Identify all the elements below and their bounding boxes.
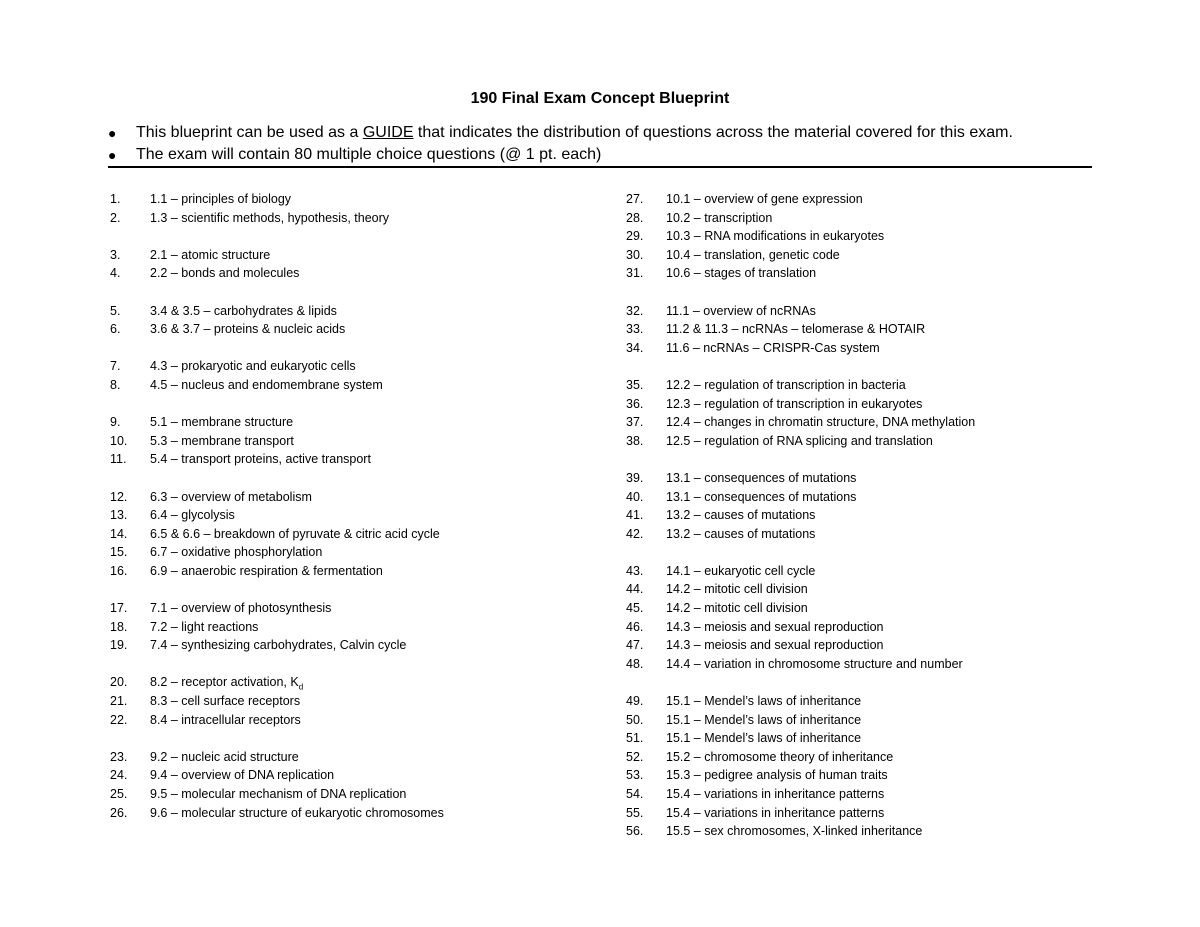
question-topic: [666, 822, 922, 841]
question-topic-text: 14.1 – eukaryotic cell cycle: [666, 563, 816, 578]
question-topic: [150, 302, 337, 321]
question-item: [110, 246, 590, 265]
question-item: [110, 785, 590, 804]
question-item: [626, 432, 1106, 451]
question-item: [626, 804, 1106, 823]
bullet-icon: ●: [108, 125, 117, 141]
question-item: [110, 264, 590, 283]
question-topic: [150, 432, 294, 451]
question-topic: [666, 302, 816, 321]
question-number: 16.: [110, 563, 128, 578]
question-topic-text: 4.3 – prokaryotic and eukaryotic cells: [150, 359, 356, 374]
group-spacer: [626, 673, 1106, 692]
question-topic-text: 1.3 – scientific methods, hypothesis, theory: [150, 210, 390, 225]
question-number: 32.: [626, 303, 644, 318]
question-number: 5.: [110, 303, 121, 318]
question-number: 28.: [626, 210, 644, 225]
question-item: [626, 785, 1106, 804]
question-topic-text: 6.7 – oxidative phosphorylation: [150, 545, 323, 560]
bullet-text: [136, 122, 1013, 144]
question-topic-text: 6.9 – anaerobic respiration & fermentation: [150, 563, 383, 578]
question-number: 48.: [626, 656, 644, 671]
question-item: [110, 599, 590, 618]
question-item: [626, 599, 1106, 618]
question-topic: [666, 320, 925, 339]
question-topic-text: 7.4 – synthesizing carbohydrates, Calvin cycle: [150, 638, 407, 653]
question-item: [110, 618, 590, 637]
bullet-text-before: This blueprint can be used as a: [136, 124, 363, 141]
question-item: [110, 190, 590, 209]
header-divider: [108, 166, 1092, 168]
question-topic-text: 9.6 – molecular structure of eukaryotic chromosomes: [150, 805, 444, 820]
question-topic: [666, 785, 884, 804]
question-topic-text: 15.1 – Mendel’s laws of inheritance: [666, 731, 862, 746]
question-topic: [150, 450, 371, 469]
question-topic: [150, 209, 389, 228]
question-topic: [666, 432, 933, 451]
question-topic: [150, 618, 258, 637]
question-item: [110, 711, 590, 730]
guide-emphasis: GUIDE: [362, 124, 414, 141]
question-topic: [150, 320, 345, 339]
question-topic-text: 14.2 – mitotic cell division: [666, 601, 808, 616]
question-topic: [666, 209, 772, 228]
question-topic-text: 10.3 – RNA modifications in eukaryotes: [666, 229, 885, 244]
question-number: 39.: [626, 470, 644, 485]
question-item: [626, 822, 1106, 841]
bullet-icon: ●: [108, 147, 117, 163]
question-topic-text: 14.3 – meiosis and sexual reproduction: [666, 638, 884, 653]
question-number: 7.: [110, 359, 121, 374]
question-topic: [666, 711, 861, 730]
group-spacer: [110, 339, 590, 358]
question-item: [626, 748, 1106, 767]
question-number: 19.: [110, 638, 128, 653]
question-number: 29.: [626, 229, 644, 244]
question-topic-text: 15.5 – sex chromosomes, X-linked inheritance: [666, 824, 923, 839]
question-topic-text: 5.4 – transport proteins, active transport: [150, 452, 371, 467]
question-topic: [666, 525, 815, 544]
question-number: 1.: [110, 192, 121, 206]
question-topic: [150, 692, 300, 711]
question-topic-text: 12.2 – regulation of transcription in bacteria: [666, 377, 906, 392]
question-topic: [666, 469, 856, 488]
question-number: 8.: [110, 377, 121, 392]
question-topic: [666, 506, 815, 525]
question-number: 31.: [626, 266, 644, 281]
question-number: 21.: [110, 694, 128, 709]
question-topic: [666, 748, 893, 767]
question-topic-text: 11.6 – ncRNAs – CRISPR-Cas system: [666, 340, 880, 355]
question-topic-subscript: d: [298, 682, 304, 692]
question-number: 13.: [110, 508, 128, 523]
question-item: [626, 506, 1106, 525]
group-spacer: [110, 655, 590, 674]
question-item: [110, 413, 590, 432]
bullet-question-count: [108, 144, 1092, 166]
question-topic-text: 12.3 – regulation of transcription in eukaryotes: [666, 396, 923, 411]
group-spacer: [110, 469, 590, 488]
question-topic: [150, 804, 444, 823]
group-spacer: [626, 543, 1106, 562]
question-number: 52.: [626, 749, 644, 764]
question-topic: [150, 562, 383, 581]
question-item: [626, 469, 1106, 488]
group-spacer: [110, 227, 590, 246]
question-topic-text: 10.6 – stages of translation: [666, 266, 817, 281]
question-topic: [150, 246, 270, 265]
question-topic-text: 15.3 – pedigree analysis of human traits: [666, 768, 888, 783]
question-item: [626, 395, 1106, 414]
question-topic: [150, 488, 312, 507]
question-item: [626, 729, 1106, 748]
question-number: 15.: [110, 545, 128, 560]
question-number: 46.: [626, 619, 644, 634]
question-topic-text: 13.2 – causes of mutations: [666, 526, 816, 541]
question-topic: [150, 506, 235, 525]
question-topic-text: 8.4 – intracellular receptors: [150, 712, 301, 727]
question-topic-text: 7.2 – light reactions: [150, 619, 259, 634]
question-item: [626, 580, 1106, 599]
question-topic: [150, 543, 322, 562]
question-topic-text: 10.4 – translation, genetic code: [666, 247, 840, 262]
question-item: [626, 692, 1106, 711]
question-number: 18.: [110, 619, 128, 634]
question-number: 49.: [626, 694, 644, 709]
question-number: 47.: [626, 638, 644, 653]
question-item: [110, 506, 590, 525]
question-topic: [666, 395, 922, 414]
group-spacer: [110, 580, 590, 599]
question-item: [626, 655, 1106, 674]
question-topic-text: 3.4 & 3.5 – carbohydrates & lipids: [150, 303, 337, 318]
question-item: [110, 562, 590, 581]
question-topic-text: 12.4 – changes in chromatin structure, DNA methylation: [666, 415, 976, 430]
group-spacer: [110, 395, 590, 414]
question-topic-text: 6.5 & 6.6 – breakdown of pyruvate & citric acid cycle: [150, 526, 440, 541]
question-item: [110, 525, 590, 544]
question-number: 53.: [626, 768, 644, 783]
question-topic-text: 11.2 & 11.3 – ncRNAs – telomerase & HOTAIR: [666, 322, 926, 337]
question-item: [626, 209, 1106, 228]
question-number: 34.: [626, 340, 644, 355]
question-topic-text: 8.3 – cell surface receptors: [150, 694, 301, 709]
question-topic-text: 15.4 – variations in inheritance patterns: [666, 805, 885, 820]
question-topic: [666, 264, 816, 283]
question-number: 38.: [626, 433, 644, 448]
question-topic: [150, 376, 383, 395]
right-column: [626, 190, 1106, 841]
question-number: 54.: [626, 787, 644, 801]
question-number: 11.: [110, 452, 127, 467]
question-topic: [666, 190, 863, 209]
bullet-text: The exam will contain 80 multiple choice questions (@ 1 pt. each): [136, 146, 602, 163]
question-item: [110, 804, 590, 823]
question-item: [110, 692, 590, 711]
group-spacer: [626, 450, 1106, 469]
group-spacer: [626, 283, 1106, 302]
question-topic-text: 14.2 – mitotic cell division: [666, 582, 808, 597]
question-item: [626, 618, 1106, 637]
question-number: 2.: [110, 210, 121, 225]
question-topic: [150, 636, 406, 655]
question-item: [626, 264, 1106, 283]
question-number: 33.: [626, 322, 644, 337]
question-topic-text: 5.3 – membrane transport: [150, 433, 294, 448]
question-item: [626, 711, 1106, 730]
question-number: 23.: [110, 749, 128, 764]
question-topic-text: 5.1 – membrane structure: [150, 415, 294, 430]
question-topic-text: 15.1 – Mendel’s laws of inheritance: [666, 712, 862, 727]
question-number: 42.: [626, 526, 644, 541]
question-item: [110, 209, 590, 228]
question-topic: [666, 413, 975, 432]
question-item: [626, 302, 1106, 321]
question-topic-text: 2.1 – atomic structure: [150, 247, 271, 262]
intro-bullets: [108, 122, 1092, 166]
question-topic-text: 4.5 – nucleus and endomembrane system: [150, 377, 383, 392]
question-number: 9.: [110, 415, 121, 430]
question-topic: [150, 357, 356, 376]
question-topic-text: 10.2 – transcription: [666, 210, 773, 225]
question-topic-text: 9.2 – nucleic acid structure: [150, 749, 299, 764]
question-topic-text: 12.5 – regulation of RNA splicing and translation: [666, 433, 933, 448]
question-item: [626, 766, 1106, 785]
question-item: [626, 190, 1106, 209]
question-topic-text: 13.1 – consequences of mutations: [666, 470, 857, 485]
question-topic: [150, 190, 291, 209]
question-number: 44.: [626, 582, 644, 597]
question-number: 45.: [626, 601, 644, 616]
question-number: 50.: [626, 712, 644, 727]
question-item: [626, 525, 1106, 544]
question-topic: [150, 264, 299, 283]
question-number: 14.: [110, 526, 128, 541]
question-topic-text: 6.4 – glycolysis: [150, 508, 235, 523]
question-item: [110, 432, 590, 451]
question-number: 37.: [626, 415, 644, 430]
question-topic: [666, 766, 888, 785]
question-item: [110, 636, 590, 655]
question-item: [626, 339, 1106, 358]
question-topic: [666, 376, 906, 395]
question-number: 6.: [110, 322, 121, 337]
question-topic-text: 10.1 – overview of gene expression: [666, 192, 863, 206]
question-number: 40.: [626, 489, 644, 504]
question-topic: [150, 766, 334, 785]
question-number: 25.: [110, 787, 128, 801]
question-number: 56.: [626, 824, 644, 839]
question-number: 20.: [110, 675, 128, 690]
question-item: [110, 766, 590, 785]
question-topic-text: 14.3 – meiosis and sexual reproduction: [666, 619, 884, 634]
question-topic-text: 3.6 & 3.7 – proteins & nucleic acids: [150, 322, 346, 337]
group-spacer: [626, 357, 1106, 376]
group-spacer: [110, 729, 590, 748]
question-number: 51.: [626, 731, 644, 746]
question-number: 17.: [110, 601, 128, 616]
question-item: [110, 357, 590, 376]
question-item: [626, 488, 1106, 507]
question-topic-text: 13.1 – consequences of mutations: [666, 489, 857, 504]
question-topic: [666, 729, 861, 748]
question-number: 3.: [110, 247, 121, 262]
question-topic: [666, 227, 884, 246]
question-topic: [150, 525, 440, 544]
question-topic: [666, 692, 861, 711]
question-number: 36.: [626, 396, 644, 411]
question-topic: [666, 246, 840, 265]
question-item: [110, 543, 590, 562]
question-item: [110, 748, 590, 767]
question-number: 30.: [626, 247, 644, 262]
question-topic: [666, 580, 808, 599]
question-number: 41.: [626, 508, 644, 523]
question-item: [626, 376, 1106, 395]
question-topic-text: 14.4 – variation in chromosome structure and number: [666, 656, 963, 671]
bullet-text-after: that indicates the distribution of questions across the material covered for this exam.: [413, 124, 1013, 141]
question-item: [626, 320, 1106, 339]
question-topic: [150, 413, 293, 432]
page-title: 190 Final Exam Concept Blueprint: [470, 90, 730, 107]
bullet-guide: [108, 122, 1092, 144]
question-topic: [666, 562, 815, 581]
question-item: [110, 673, 590, 692]
question-topic-text: 9.5 – molecular mechanism of DNA replication: [150, 787, 407, 801]
question-topic: [150, 748, 299, 767]
question-topic-text: 11.1 – overview of ncRNAs: [666, 303, 816, 318]
question-topic-text: 8.2 – receptor activation, K: [150, 675, 299, 690]
question-topic-text: 7.1 – overview of photosynthesis: [150, 601, 332, 616]
question-topic-text: 1.1 – principles of biology: [150, 192, 292, 206]
question-item: [110, 450, 590, 469]
question-topic-text: 2.2 – bonds and molecules: [150, 266, 300, 281]
question-number: 12.: [110, 489, 128, 504]
left-column: [110, 190, 590, 822]
question-item: [626, 636, 1106, 655]
question-topic: [666, 655, 963, 674]
question-number: 4.: [110, 266, 121, 281]
question-topic: [666, 339, 880, 358]
question-topic-text: 9.4 – overview of DNA replication: [150, 768, 335, 783]
question-topic: [666, 636, 884, 655]
question-topic: [666, 618, 884, 637]
question-item: [626, 246, 1106, 265]
question-item: [110, 488, 590, 507]
question-topic-text: 6.3 – overview of metabolism: [150, 489, 312, 504]
question-topic: [150, 711, 301, 730]
question-number: 26.: [110, 805, 128, 820]
question-number: 10.: [110, 433, 128, 448]
question-number: 55.: [626, 805, 644, 820]
question-topic-text: 15.1 – Mendel’s laws of inheritance: [666, 694, 862, 709]
question-topic: [666, 488, 856, 507]
question-item: [110, 302, 590, 321]
question-topic-text: 15.2 – chromosome theory of inheritance: [666, 749, 894, 764]
question-topic: [150, 599, 331, 618]
question-item: [626, 227, 1106, 246]
question-topic: [666, 804, 884, 823]
question-number: 24.: [110, 768, 128, 783]
question-item: [626, 413, 1106, 432]
question-number: 35.: [626, 377, 644, 392]
question-topic-text: 13.2 – causes of mutations: [666, 508, 816, 523]
question-number: 43.: [626, 563, 644, 578]
question-topic: [150, 785, 406, 804]
question-topic: [666, 599, 808, 618]
question-item: [110, 376, 590, 395]
question-number: 22.: [110, 712, 128, 727]
question-item: [110, 320, 590, 339]
group-spacer: [110, 283, 590, 302]
question-topic-text: 15.4 – variations in inheritance patterns: [666, 787, 885, 801]
question-item: [626, 562, 1106, 581]
question-number: 27.: [626, 192, 644, 206]
